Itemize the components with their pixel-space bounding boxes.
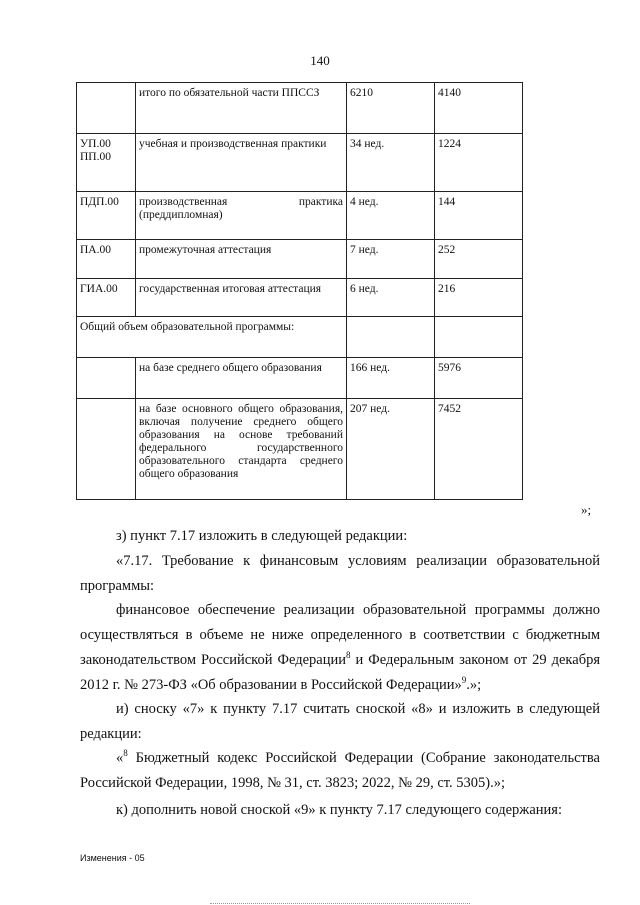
paragraph-z: з) пункт 7.17 изложить в следующей редакции:	[116, 528, 408, 544]
table-total-row	[77, 317, 523, 358]
row-weeks: 166 нед.	[347, 358, 435, 399]
total-label: Общий объем образовательной программы:	[77, 317, 347, 358]
table-closing-quote: »;	[581, 502, 592, 517]
row-name: государственная итоговая аттестация	[136, 279, 347, 317]
paragraph-i: и) сноску «7» к пункту 7.17 считать сноской «8» и изложить в следующей редакции:	[80, 701, 600, 742]
row-weeks: 4 нед.	[347, 192, 435, 240]
paragraph-financial-provision: финансовое обеспечение реализации образовательной программы должно осуществляться в объеме не ниже определенного в соответствии с бюджетным законодательством Российской Федерации$^8$ и Федеральным законом от 29 декабря 2012 г. № 273-ФЗ «Об образовании в Российской Федерации»$^9$.»;	[80, 602, 600, 693]
row-weeks: 7 нед.	[347, 240, 435, 279]
paragraph-footnote-8: «$^8$ Бюджетный кодекс Российской Федерации (Собрание законодательства Российской Федерации, 1998, № 31, ст. 3823; 2022, № 29, ст. 5305).»;	[80, 748, 600, 791]
row-name: учебная и производственная практики	[136, 134, 347, 192]
table-row	[77, 240, 523, 279]
row-name: на базе среднего общего образования	[136, 358, 347, 399]
row-code	[77, 83, 136, 134]
row-code: ГИА.00	[77, 279, 136, 317]
row-hours: 7452	[435, 399, 523, 500]
footer-note: Изменения - 05	[80, 853, 145, 863]
row-hours: 144	[435, 192, 523, 240]
table-row	[77, 192, 523, 240]
row-code	[77, 358, 136, 399]
row-name: на базе основного общего образования, включая получение среднего общего образования на основе требований федерального государственного образовательного стандарта среднего общего образования	[136, 399, 347, 500]
row-code: ПА.00	[77, 240, 136, 279]
paragraph-7-17-heading: «7.17. Требование к финансовым условиям реализации образовательной программы:	[80, 553, 600, 594]
curriculum-table	[76, 82, 523, 500]
row-hours: 5976	[435, 358, 523, 399]
row-hours: 4140	[435, 83, 523, 134]
page-number: 140	[310, 53, 330, 68]
row-weeks: 6 нед.	[347, 279, 435, 317]
row-hours: 252	[435, 240, 523, 279]
footnote-ref-8: 8	[345, 650, 351, 661]
paragraph-k: к) дополнить новой сноской «9» к пункту 7.17 следующего содержания:	[116, 802, 562, 818]
row-code: УП.00 ПП.00	[77, 134, 136, 192]
row-name: промежуточная аттестация	[136, 240, 347, 279]
row-hours: 216	[435, 279, 523, 317]
table-row	[77, 399, 523, 500]
table-row	[77, 134, 523, 192]
footnote-mark-8: 8	[123, 748, 128, 759]
row-hours: 1224	[435, 134, 523, 192]
row-name: итого по обязательной части ППССЗ	[136, 83, 347, 134]
row-weeks: 34 нед.	[347, 134, 435, 192]
row-code	[77, 399, 136, 500]
row-name: производственная практика (преддипломная)	[136, 192, 347, 240]
footnote-ref-9: 9	[461, 675, 467, 686]
row-weeks: 207 нед.	[347, 399, 435, 500]
row-weeks: 6210	[347, 83, 435, 134]
table-row	[77, 358, 523, 399]
table-row	[77, 279, 523, 317]
row-code: ПДП.00	[77, 192, 136, 240]
scan-edge-divider	[210, 903, 470, 904]
table-row	[77, 83, 523, 134]
